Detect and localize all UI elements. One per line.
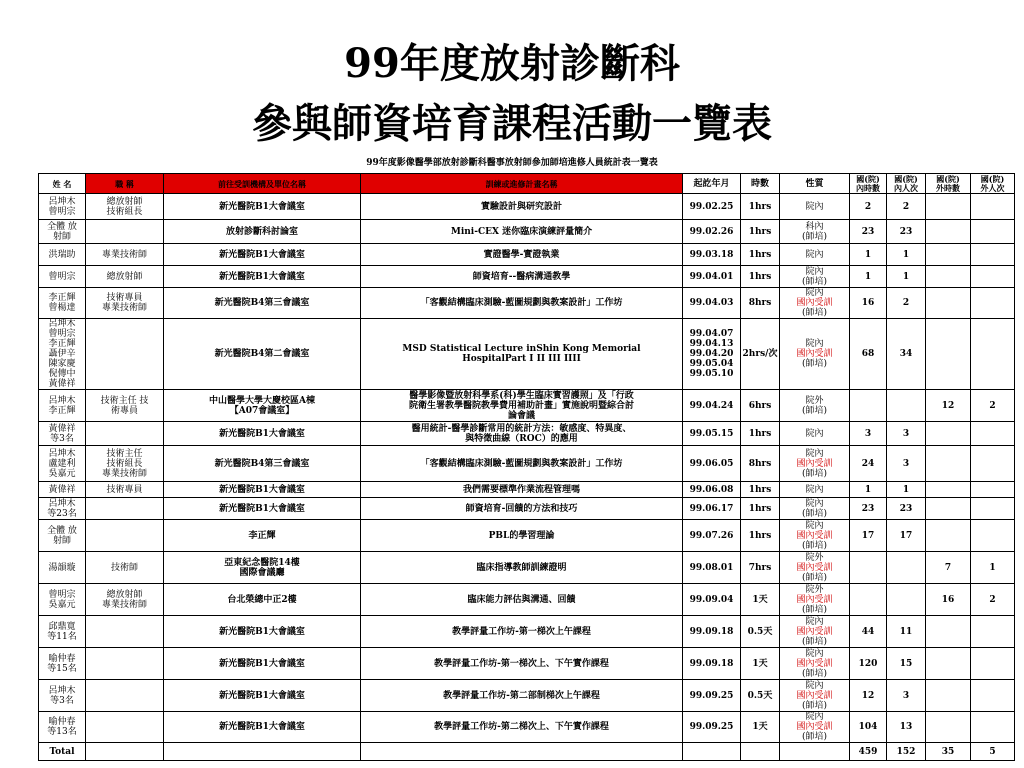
- location-cell: 新光醫院B1大會議室: [164, 648, 361, 680]
- empty-cell: [164, 743, 361, 761]
- nature-cell: [780, 498, 850, 520]
- page-title-line1: 99年度放射診斷科: [344, 40, 680, 87]
- nature-label: (師培): [801, 308, 828, 318]
- name-cell: 全體 放 射師: [39, 220, 86, 244]
- nature-label: (師培): [801, 572, 828, 583]
- course-cell: 臨床能力評估與溝通、回饋: [361, 584, 683, 616]
- total-row: [39, 743, 1015, 761]
- nature-label: 院內: [805, 484, 824, 495]
- date-cell: 99.06.17: [683, 498, 741, 520]
- nature-cell: [780, 446, 850, 482]
- out-people-cell: [971, 288, 1015, 319]
- nature-label: (師培): [801, 540, 828, 551]
- nature-label: 院內: [805, 201, 824, 212]
- nature-cell: [780, 390, 850, 422]
- training-type-label: 國內受訓: [796, 530, 833, 541]
- date-cell: 99.02.26: [683, 220, 741, 244]
- title-cell: 技術專員: [86, 482, 164, 498]
- course-cell: Mini-CEX 迷你臨床演練評量簡介: [361, 220, 683, 244]
- location-cell: 中山醫學大學大慶校區A棟 【A07會議室】: [164, 390, 361, 422]
- title-cell: [86, 422, 164, 446]
- nature-cell: [780, 288, 850, 319]
- course-cell: 醫學影像暨放射科學系(科)學生臨床實習護照」及「行政 院衛生署教學醫院教學費用補助計畫」實施說明暨綜合討 論會議: [361, 390, 683, 422]
- table-row: [39, 266, 1015, 288]
- title-cell: [86, 648, 164, 680]
- out-hours-cell: [926, 288, 971, 319]
- out-people-cell: [971, 712, 1015, 743]
- header-nature: 性質: [780, 174, 850, 194]
- date-cell: 99.09.25: [683, 712, 741, 743]
- name-cell: 呂坤木 曾明宗 李正輝 聶伊辛 陳家慶 倪傳中 黃偉祥: [39, 319, 86, 390]
- nature-label: 院外: [805, 584, 824, 595]
- location-cell: 新光醫院B1大會議室: [164, 712, 361, 743]
- out-people-cell: [971, 648, 1015, 680]
- nature-cell: [780, 520, 850, 552]
- title-cell: 技術主任 技術組長 專業技術師: [86, 446, 164, 482]
- nature-cell: [780, 244, 850, 266]
- course-cell: 教學評量工作坊-第二梯次上、下午實作課程: [361, 712, 683, 743]
- nature-label: 院內: [805, 448, 824, 459]
- out-hours-cell: [926, 244, 971, 266]
- in-people-cell: 1: [887, 482, 926, 498]
- out-hours-cell: 12: [926, 390, 971, 422]
- training-type-label: 國內受訓: [796, 722, 833, 732]
- name-cell: 喻仲春 等13名: [39, 712, 86, 743]
- table-row: [39, 288, 1015, 319]
- out-hours-cell: 16: [926, 584, 971, 616]
- in-people-cell: 1: [887, 266, 926, 288]
- nature-cell: [780, 482, 850, 498]
- location-cell: 新光醫院B1大會議室: [164, 266, 361, 288]
- out-people-cell: [971, 422, 1015, 446]
- date-cell: 99.09.18: [683, 616, 741, 648]
- title-cell: [86, 319, 164, 390]
- in-hours-cell: [850, 584, 887, 616]
- course-cell: PBL的學習理論: [361, 520, 683, 552]
- table-row: [39, 520, 1015, 552]
- header-course: 訓練或進修計畫名稱: [361, 174, 683, 194]
- in-people-cell: 23: [887, 220, 926, 244]
- header-name-label: 姓 名: [52, 178, 72, 189]
- in-people-cell: [887, 552, 926, 584]
- location-cell: 新光醫院B1大會議室: [164, 194, 361, 220]
- out-people-cell: [971, 244, 1015, 266]
- nature-label: (師培): [801, 405, 828, 416]
- title-cell: 技術主任 技 術專員: [86, 390, 164, 422]
- nature-label: (師培): [801, 468, 828, 479]
- table-row: [39, 319, 1015, 390]
- nature-label: (師培): [801, 636, 828, 647]
- nature-label: (師培): [801, 231, 828, 242]
- location-cell: 新光醫院B4第三會議室: [164, 288, 361, 319]
- hours-cell: 1hrs: [741, 194, 780, 220]
- empty-cell: [683, 743, 741, 761]
- nature-label: 院內: [805, 266, 824, 277]
- table-row: [39, 680, 1015, 712]
- in-hours-cell: 23: [850, 220, 887, 244]
- training-type-label: 國內受訓: [796, 594, 833, 605]
- table-row: [39, 446, 1015, 482]
- empty-cell: [361, 743, 683, 761]
- total-in-hours: 459: [850, 743, 887, 761]
- empty-cell: [86, 743, 164, 761]
- course-cell: 教學評量工作坊-第一梯次上午課程: [361, 616, 683, 648]
- nature-cell: [780, 648, 850, 680]
- name-cell: 曾明宗: [39, 266, 86, 288]
- empty-cell: [780, 743, 850, 761]
- in-people-cell: 34: [887, 319, 926, 390]
- title-cell: [86, 616, 164, 648]
- table-row: [39, 244, 1015, 266]
- in-hours-cell: 16: [850, 288, 887, 319]
- date-cell: 99.07.26: [683, 520, 741, 552]
- in-people-cell: 13: [887, 712, 926, 743]
- in-hours-cell: 23: [850, 498, 887, 520]
- in-people-cell: 3: [887, 446, 926, 482]
- header-title: 職 稱: [86, 174, 164, 194]
- hours-cell: 0.5天: [741, 680, 780, 712]
- table-row: [39, 390, 1015, 422]
- in-hours-cell: 12: [850, 680, 887, 712]
- title-cell: [86, 712, 164, 743]
- table-header-row: [39, 174, 1015, 194]
- location-cell: 新光醫院B1大會議室: [164, 498, 361, 520]
- nature-label: 院內: [805, 616, 824, 627]
- in-hours-cell: 120: [850, 648, 887, 680]
- name-cell: 李正輝 曾楊達: [39, 288, 86, 319]
- nature-cell: [780, 616, 850, 648]
- date-cell: 99.04.03: [683, 288, 741, 319]
- course-cell: 「客觀結構臨床測驗-藍圖規劃與教案設計」工作坊: [361, 288, 683, 319]
- hours-cell: 1天: [741, 648, 780, 680]
- course-cell: 師資培育--醫病溝通教學: [361, 266, 683, 288]
- table-subtitle: 99年度影像醫學部放射診斷科醫事放射師參加師培進修人員統計表一覽表: [366, 158, 658, 168]
- in-hours-cell: [850, 552, 887, 584]
- nature-label: (師培): [801, 668, 828, 679]
- in-hours-cell: 24: [850, 446, 887, 482]
- course-cell: 實驗設計與研究設計: [361, 194, 683, 220]
- table-row: [39, 712, 1015, 743]
- training-type-label: 國內受訓: [796, 458, 833, 469]
- in-hours-cell: 104: [850, 712, 887, 743]
- hours-cell: 1天: [741, 584, 780, 616]
- header-in-people: 國(院) 內人次: [887, 174, 926, 194]
- title-cell: [86, 680, 164, 712]
- nature-cell: [780, 194, 850, 220]
- location-cell: 新光醫院B4第三會議室: [164, 446, 361, 482]
- nature-cell: [780, 266, 850, 288]
- nature-cell: [780, 319, 850, 390]
- out-hours-cell: [926, 266, 971, 288]
- in-hours-cell: 3: [850, 422, 887, 446]
- hours-cell: 1hrs: [741, 482, 780, 498]
- nature-label: (師培): [801, 508, 828, 519]
- training-table: [38, 173, 1015, 761]
- in-people-cell: 23: [887, 498, 926, 520]
- title-cell: 技術專員 專業技術師: [86, 288, 164, 319]
- in-hours-cell: 44: [850, 616, 887, 648]
- nature-label: (師培): [801, 276, 828, 287]
- nature-label: (師培): [801, 732, 828, 742]
- name-cell: 呂坤木 等23名: [39, 498, 86, 520]
- in-hours-cell: [850, 390, 887, 422]
- location-cell: 放射診斷科討論室: [164, 220, 361, 244]
- date-cell: 99.09.18: [683, 648, 741, 680]
- out-hours-cell: [926, 648, 971, 680]
- name-cell: 呂坤木 盧建利 吳嘉元: [39, 446, 86, 482]
- hours-cell: 7hrs: [741, 552, 780, 584]
- location-cell: 新光醫院B1大會議室: [164, 616, 361, 648]
- table-row: [39, 552, 1015, 584]
- out-hours-cell: [926, 422, 971, 446]
- nature-cell: [780, 220, 850, 244]
- training-type-label: 國內受訓: [796, 298, 833, 308]
- name-cell: 曾明宗 吳嘉元: [39, 584, 86, 616]
- date-cell: 99.05.15: [683, 422, 741, 446]
- hours-cell: 1hrs: [741, 422, 780, 446]
- date-cell: 99.04.24: [683, 390, 741, 422]
- name-cell: 呂坤木 李正輝: [39, 390, 86, 422]
- training-type-label: 國內受訓: [796, 562, 833, 573]
- location-cell: 新光醫院B1大會議室: [164, 244, 361, 266]
- training-type-label: 國內受訓: [796, 690, 833, 701]
- nature-label: 院內: [805, 249, 824, 260]
- course-cell: 醫用統計-醫學診斷常用的統計方法：敏感度、特異度、 與特徵曲線（ROC）的應用: [361, 422, 683, 446]
- date-cell: 99.09.04: [683, 584, 741, 616]
- nature-label: 院內: [805, 288, 824, 298]
- hours-cell: 1hrs: [741, 244, 780, 266]
- training-type-label: 國內受訓: [796, 349, 833, 359]
- out-hours-cell: [926, 712, 971, 743]
- in-people-cell: 17: [887, 520, 926, 552]
- name-cell: 邱鼎寬 等11名: [39, 616, 86, 648]
- location-cell: 新光醫院B1大會議室: [164, 482, 361, 498]
- nature-label: 院內: [805, 520, 824, 531]
- total-in-people: 152: [887, 743, 926, 761]
- name-cell: 喻仲春 等15名: [39, 648, 86, 680]
- hours-cell: 1hrs: [741, 266, 780, 288]
- name-cell: 湯韻璇: [39, 552, 86, 584]
- table-row: [39, 220, 1015, 244]
- out-hours-cell: [926, 616, 971, 648]
- nature-label: (師培): [801, 359, 828, 369]
- out-people-cell: [971, 680, 1015, 712]
- out-people-cell: [971, 616, 1015, 648]
- date-cell: 99.08.01: [683, 552, 741, 584]
- table-row: [39, 194, 1015, 220]
- course-cell: 臨床指導教師訓練證明: [361, 552, 683, 584]
- nature-cell: [780, 680, 850, 712]
- course-cell: 實證醫學-實證執業: [361, 244, 683, 266]
- page-title-line2: 參與師資培育課程活動一覽表: [252, 100, 772, 147]
- in-hours-cell: 17: [850, 520, 887, 552]
- title-cell: [86, 220, 164, 244]
- out-hours-cell: [926, 220, 971, 244]
- in-people-cell: 2: [887, 194, 926, 220]
- table-row: [39, 498, 1015, 520]
- out-people-cell: [971, 520, 1015, 552]
- date-cell: 99.04.01: [683, 266, 741, 288]
- course-cell: 教學評量工作坊-第一梯次上、下午實作課程: [361, 648, 683, 680]
- table-row: [39, 422, 1015, 446]
- total-label: Total: [39, 743, 86, 761]
- course-cell: 「客觀結構臨床測驗-藍圖規劃與教案設計」工作坊: [361, 446, 683, 482]
- nature-label: 院內: [805, 339, 824, 349]
- nature-label: 院內: [805, 428, 824, 439]
- training-type-label: 國內受訓: [796, 626, 833, 637]
- out-people-cell: [971, 319, 1015, 390]
- hours-cell: 8hrs: [741, 446, 780, 482]
- location-cell: 亞東紀念醫院14樓 國際會議廳: [164, 552, 361, 584]
- nature-cell: [780, 712, 850, 743]
- nature-label: 院內: [805, 648, 824, 659]
- title-cell: 總放射師 專業技術師: [86, 584, 164, 616]
- header-hours: 時數: [741, 174, 780, 194]
- out-people-cell: [971, 220, 1015, 244]
- out-hours-cell: [926, 482, 971, 498]
- empty-cell: [741, 743, 780, 761]
- out-hours-cell: [926, 520, 971, 552]
- date-cell: 99.06.05: [683, 446, 741, 482]
- location-cell: 李正輝: [164, 520, 361, 552]
- nature-label: 院外: [805, 395, 824, 406]
- nature-label: (師培): [801, 700, 828, 711]
- location-cell: 新光醫院B1大會議室: [164, 422, 361, 446]
- date-cell: 99.06.08: [683, 482, 741, 498]
- hours-cell: 2hrs/次: [741, 319, 780, 390]
- header-date: 起訖年月: [683, 174, 741, 194]
- location-cell: 新光醫院B4第二會議室: [164, 319, 361, 390]
- header-in-hours: 國(院) 內時數: [850, 174, 887, 194]
- hours-cell: 1hrs: [741, 220, 780, 244]
- in-people-cell: 3: [887, 422, 926, 446]
- course-cell: 我們需要標準作業流程管理嗎: [361, 482, 683, 498]
- nature-label: 院外: [805, 552, 824, 563]
- name-cell: 全體 放 射師: [39, 520, 86, 552]
- nature-label: 院內: [805, 712, 824, 722]
- hours-cell: 8hrs: [741, 288, 780, 319]
- location-cell: 新光醫院B1大會議室: [164, 680, 361, 712]
- out-hours-cell: [926, 446, 971, 482]
- nature-cell: [780, 422, 850, 446]
- table-row: [39, 584, 1015, 616]
- out-hours-cell: [926, 319, 971, 390]
- date-cell: 99.02.25: [683, 194, 741, 220]
- out-hours-cell: [926, 680, 971, 712]
- name-cell: 黃偉祥 等3名: [39, 422, 86, 446]
- header-location: 前往受訓機構及單位名稱: [164, 174, 361, 194]
- in-hours-cell: 68: [850, 319, 887, 390]
- out-people-cell: 2: [971, 390, 1015, 422]
- out-people-cell: 1: [971, 552, 1015, 584]
- title-cell: 專業技術師: [86, 244, 164, 266]
- title-cell: 總放射師: [86, 266, 164, 288]
- in-people-cell: 2: [887, 288, 926, 319]
- name-cell: 洪瑞助: [39, 244, 86, 266]
- nature-label: 院內: [805, 680, 824, 691]
- in-hours-cell: 1: [850, 482, 887, 498]
- table-row: [39, 648, 1015, 680]
- out-people-cell: 2: [971, 584, 1015, 616]
- date-cell: 99.03.18: [683, 244, 741, 266]
- hours-cell: 1天: [741, 712, 780, 743]
- in-people-cell: 15: [887, 648, 926, 680]
- out-people-cell: [971, 266, 1015, 288]
- out-people-cell: [971, 482, 1015, 498]
- out-hours-cell: 7: [926, 552, 971, 584]
- out-hours-cell: [926, 194, 971, 220]
- nature-cell: [780, 552, 850, 584]
- name-cell: 呂坤木 等3名: [39, 680, 86, 712]
- nature-label: (師培): [801, 604, 828, 615]
- in-people-cell: 1: [887, 244, 926, 266]
- table-row: [39, 482, 1015, 498]
- out-people-cell: [971, 446, 1015, 482]
- course-cell: 教學評量工作坊-第二部制梯次上午課程: [361, 680, 683, 712]
- name-cell: 呂坤木 曾明宗: [39, 194, 86, 220]
- location-cell: 台北榮總中正2樓: [164, 584, 361, 616]
- nature-cell: [780, 584, 850, 616]
- course-cell: MSD Statistical Lecture inShin Kong Memorial HospitalPart I II III IIII: [361, 319, 683, 390]
- header-out-hours: 國(院) 外時數: [926, 174, 971, 194]
- in-hours-cell: 2: [850, 194, 887, 220]
- out-hours-cell: [926, 498, 971, 520]
- header-name: [39, 174, 86, 194]
- title-cell: 技術師: [86, 552, 164, 584]
- in-people-cell: [887, 584, 926, 616]
- training-type-label: 國內受訓: [796, 658, 833, 669]
- hours-cell: 1hrs: [741, 498, 780, 520]
- title-cell: [86, 498, 164, 520]
- name-cell: 黃偉祥: [39, 482, 86, 498]
- date-cell: 99.09.25: [683, 680, 741, 712]
- in-people-cell: 11: [887, 616, 926, 648]
- in-hours-cell: 1: [850, 244, 887, 266]
- date-cell: 99.04.07 99.04.13 99.04.20 99.05.04 99.05.10: [683, 319, 741, 390]
- out-people-cell: [971, 194, 1015, 220]
- title-cell: 總放射師 技術組長: [86, 194, 164, 220]
- total-out-hours: 35: [926, 743, 971, 761]
- table-row: [39, 616, 1015, 648]
- in-people-cell: [887, 390, 926, 422]
- course-cell: 師資培育-回饋的方法和技巧: [361, 498, 683, 520]
- hours-cell: 0.5天: [741, 616, 780, 648]
- nature-label: 科內: [805, 221, 824, 232]
- in-people-cell: 3: [887, 680, 926, 712]
- header-out-people: 國(院) 外人次: [971, 174, 1015, 194]
- hours-cell: 6hrs: [741, 390, 780, 422]
- nature-label: 院內: [805, 498, 824, 509]
- hours-cell: 1hrs: [741, 520, 780, 552]
- title-cell: [86, 520, 164, 552]
- total-out-people: 5: [971, 743, 1015, 761]
- out-people-cell: [971, 498, 1015, 520]
- in-hours-cell: 1: [850, 266, 887, 288]
